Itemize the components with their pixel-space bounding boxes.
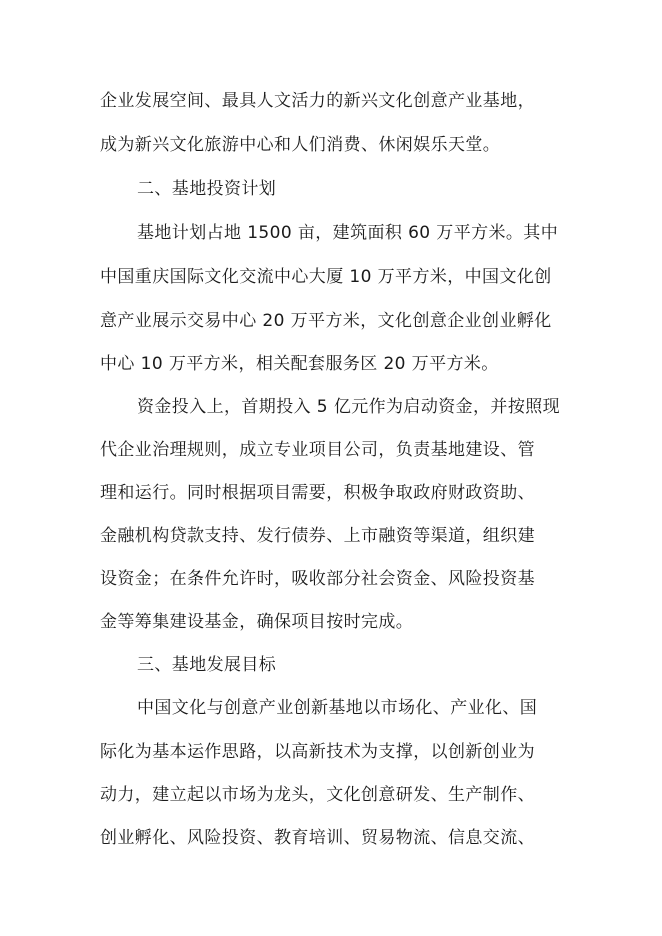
paragraph-line: 理和运行。同时根据项目需要，积极争取政府财政资助、 (100, 483, 535, 503)
paragraph-line: 代企业治理规则，成立专业项目公司，负责基地建设、管 (100, 440, 535, 460)
paragraph-line: 成为新兴文化旅游中心和人们消费、休闲娱乐天堂。 (100, 135, 501, 155)
paragraph-line: 中国文化与创意产业创新基地以市场化、产业化、国 (137, 698, 538, 718)
section-heading: 二、基地投资计划 (137, 179, 277, 199)
section-heading: 三、基地发展目标 (137, 655, 277, 675)
paragraph-line: 金融机构贷款支持、发行债券、上市融资等渠道，组织建 (100, 526, 535, 546)
paragraph-line: 基地计划占地 1500 亩，建筑面积 60 万平方米。其中 (137, 223, 559, 243)
paragraph-line: 动力，建立起以市场为龙头，文化创意研发、生产制作、 (100, 785, 535, 805)
paragraph-line: 设资金；在条件允许时，吸收部分社会资金、风险投资基 (100, 569, 535, 589)
paragraph-line: 资金投入上，首期投入 5 亿元作为启动资金，并按照现 (137, 397, 561, 417)
paragraph-line: 意产业展示交易中心 20 万平方米，文化创意企业创业孵化 (100, 311, 552, 331)
paragraph-line: 创业孵化、风险投资、教育培训、贸易物流、信息交流、 (100, 828, 535, 848)
paragraph-line: 际化为基本运作思路，以高新技术为支撑，以创新创业为 (100, 742, 535, 762)
paragraph-line: 企业发展空间、最具人文活力的新兴文化创意产业基地， (100, 91, 535, 111)
paragraph-line: 中国重庆国际文化交流中心大厦 10 万平方米，中国文化创 (100, 267, 552, 287)
paragraph-line: 金等筹集建设基金，确保项目按时完成。 (100, 612, 414, 632)
paragraph-line: 中心 10 万平方米，相关配套服务区 20 万平方米。 (100, 354, 499, 374)
